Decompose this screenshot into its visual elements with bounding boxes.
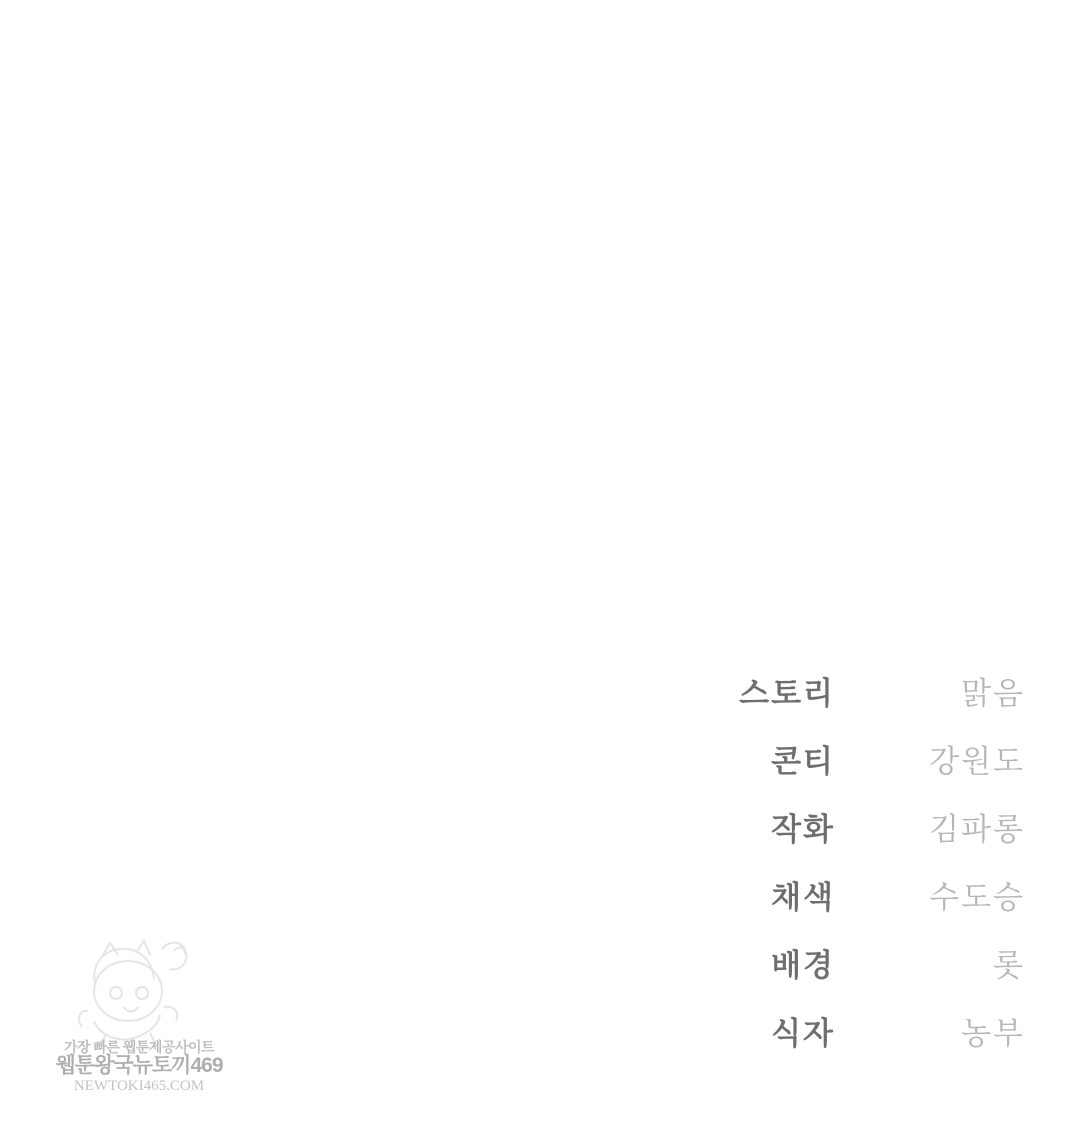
credit-name-value: 맑음 xyxy=(961,676,1025,711)
site-watermark xyxy=(44,935,234,1105)
watermark-line-2: 웹툰왕국뉴토끼469 xyxy=(55,1054,223,1078)
credit-row xyxy=(695,940,1025,1008)
credit-role-label: 콘티 xyxy=(771,744,835,779)
credit-role-label: 작화 xyxy=(771,812,835,847)
credit-role-label: 채색 xyxy=(771,880,835,915)
mascot-icon xyxy=(66,935,211,1045)
credit-row xyxy=(695,736,1025,804)
credit-name-value: 강원도 xyxy=(929,744,1025,779)
watermark-line-1: 가장 빠른 웹툰제공사이트 xyxy=(63,1039,215,1055)
credit-name-value: 김파롱 xyxy=(929,812,1025,847)
credit-row xyxy=(695,804,1025,872)
watermark-text xyxy=(44,1040,234,1094)
credit-role-label: 식자 xyxy=(771,1016,835,1051)
credit-name-value: 농부 xyxy=(961,1016,1025,1051)
credit-row xyxy=(695,1008,1025,1076)
credits-block xyxy=(695,668,1025,1076)
watermark-line-3: NEWTOKI465.COM xyxy=(73,1077,205,1094)
credit-role-label: 배경 xyxy=(771,948,835,983)
credit-row xyxy=(695,668,1025,736)
credit-name-value: 수도승 xyxy=(929,880,1025,915)
credit-role-label: 스토리 xyxy=(739,676,835,711)
credit-row xyxy=(695,872,1025,940)
credit-name-value: 롯 xyxy=(993,948,1025,983)
